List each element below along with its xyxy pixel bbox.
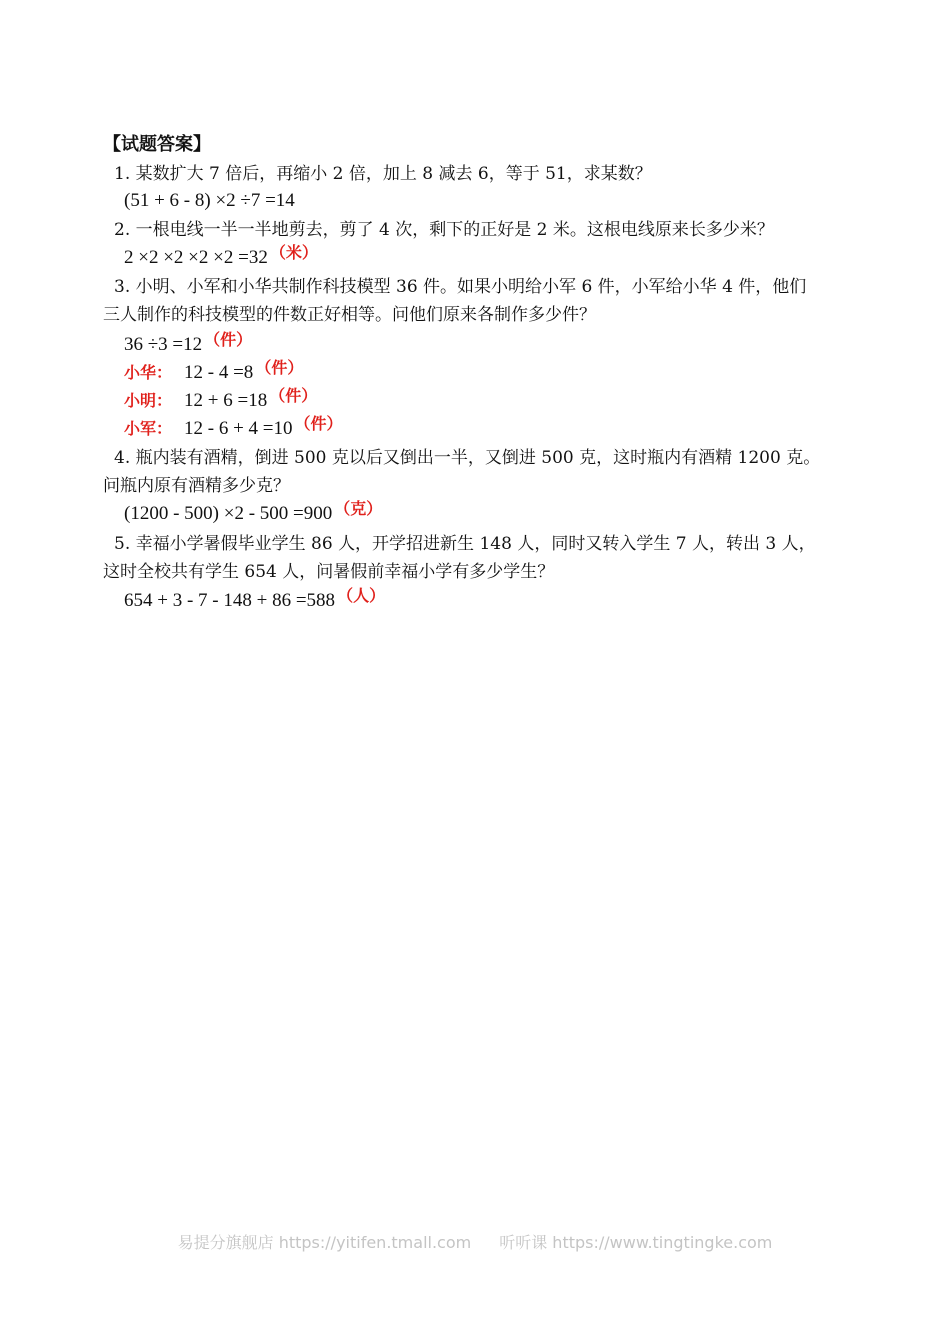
question-5-unit: （人） — [337, 586, 386, 605]
question-2-answer — [124, 243, 318, 269]
question-4-answer — [124, 499, 383, 525]
question-3-text-line-2: 三人制作的科技模型的件数正好相等。问他们原来各制作多少件？ — [103, 305, 596, 325]
footer-watermark — [0, 1230, 950, 1253]
footer-right-link[interactable]: 听听课 https://www.tingtingke.com — [499, 1233, 773, 1252]
sub-label-xiaoming: 小明： — [124, 391, 173, 410]
question-5-text-line-2: 这时全校共有学生 654 人，问暑假前幸福小学有多少学生？ — [103, 562, 555, 582]
sub-label-xiaojun: 小军： — [124, 419, 173, 438]
footer-left-link[interactable]: 易提分旗舰店 https://yitifen.tmall.com — [177, 1233, 472, 1252]
sub-equation-xiaoming: 12 + 6 =18 — [184, 390, 268, 411]
answer-title: 【试题答案】 — [103, 134, 211, 155]
question-3-equation: 36 ÷3 =12 — [124, 334, 203, 355]
sub-label-xiaohua: 小华： — [124, 363, 173, 382]
sub-unit-xiaoming: （件） — [269, 386, 318, 405]
sub-unit-xiaohua: （件） — [255, 358, 304, 377]
question-3-answer — [124, 330, 253, 356]
question-2-text: 2. 一根电线一半一半地剪去，剪了 4 次，剩下的正好是 2 米。这根电线原来长多少米？ — [114, 220, 774, 240]
question-1-text: 1. 某数扩大 7 倍后，再缩小 2 倍，加上 8 减去 6，等于 51，求某数？ — [114, 164, 652, 184]
question-5-answer — [124, 586, 386, 612]
question-5-equation: 654 + 3 - 7 - 148 + 86 =588 — [124, 590, 336, 611]
question-3-sub-xiaoming — [124, 386, 318, 412]
sub-equation-xiaojun: 12 - 6 + 4 =10 — [184, 418, 293, 439]
question-3-unit: （件） — [204, 330, 253, 349]
question-2-unit: （米） — [269, 243, 318, 262]
question-4-equation: (1200 - 500) ×2 - 500 =900 — [124, 503, 333, 524]
question-1-equation: (51 + 6 - 8) ×2 ÷7 =14 — [124, 190, 295, 211]
question-4-unit: （克） — [334, 499, 383, 518]
question-5-text-line-1: 5. 幸福小学暑假毕业学生 86 人，开学招进新生 148 人，同时又转入学生 7 人，转出 3 人， — [114, 534, 816, 554]
question-3-text-line-1: 3. 小明、小军和小华共制作科技模型 36 件。如果小明给小军 6 件，小军给小华 4 件，他们 — [114, 277, 807, 297]
question-3-sub-xiaohua — [124, 358, 304, 384]
question-3-sub-xiaojun — [124, 414, 343, 440]
question-4-text-line-2: 问瓶内原有酒精多少克？ — [103, 476, 290, 496]
sub-equation-xiaohua: 12 - 4 =8 — [184, 362, 254, 383]
question-2-equation: 2 ×2 ×2 ×2 ×2 =32 — [124, 247, 268, 268]
question-4-text-line-1: 4. 瓶内装有酒精，倒进 500 克以后又倒出一半，又倒进 500 克，这时瓶内有酒精 1200 克。 — [114, 448, 821, 468]
sub-unit-xiaojun: （件） — [294, 414, 343, 433]
